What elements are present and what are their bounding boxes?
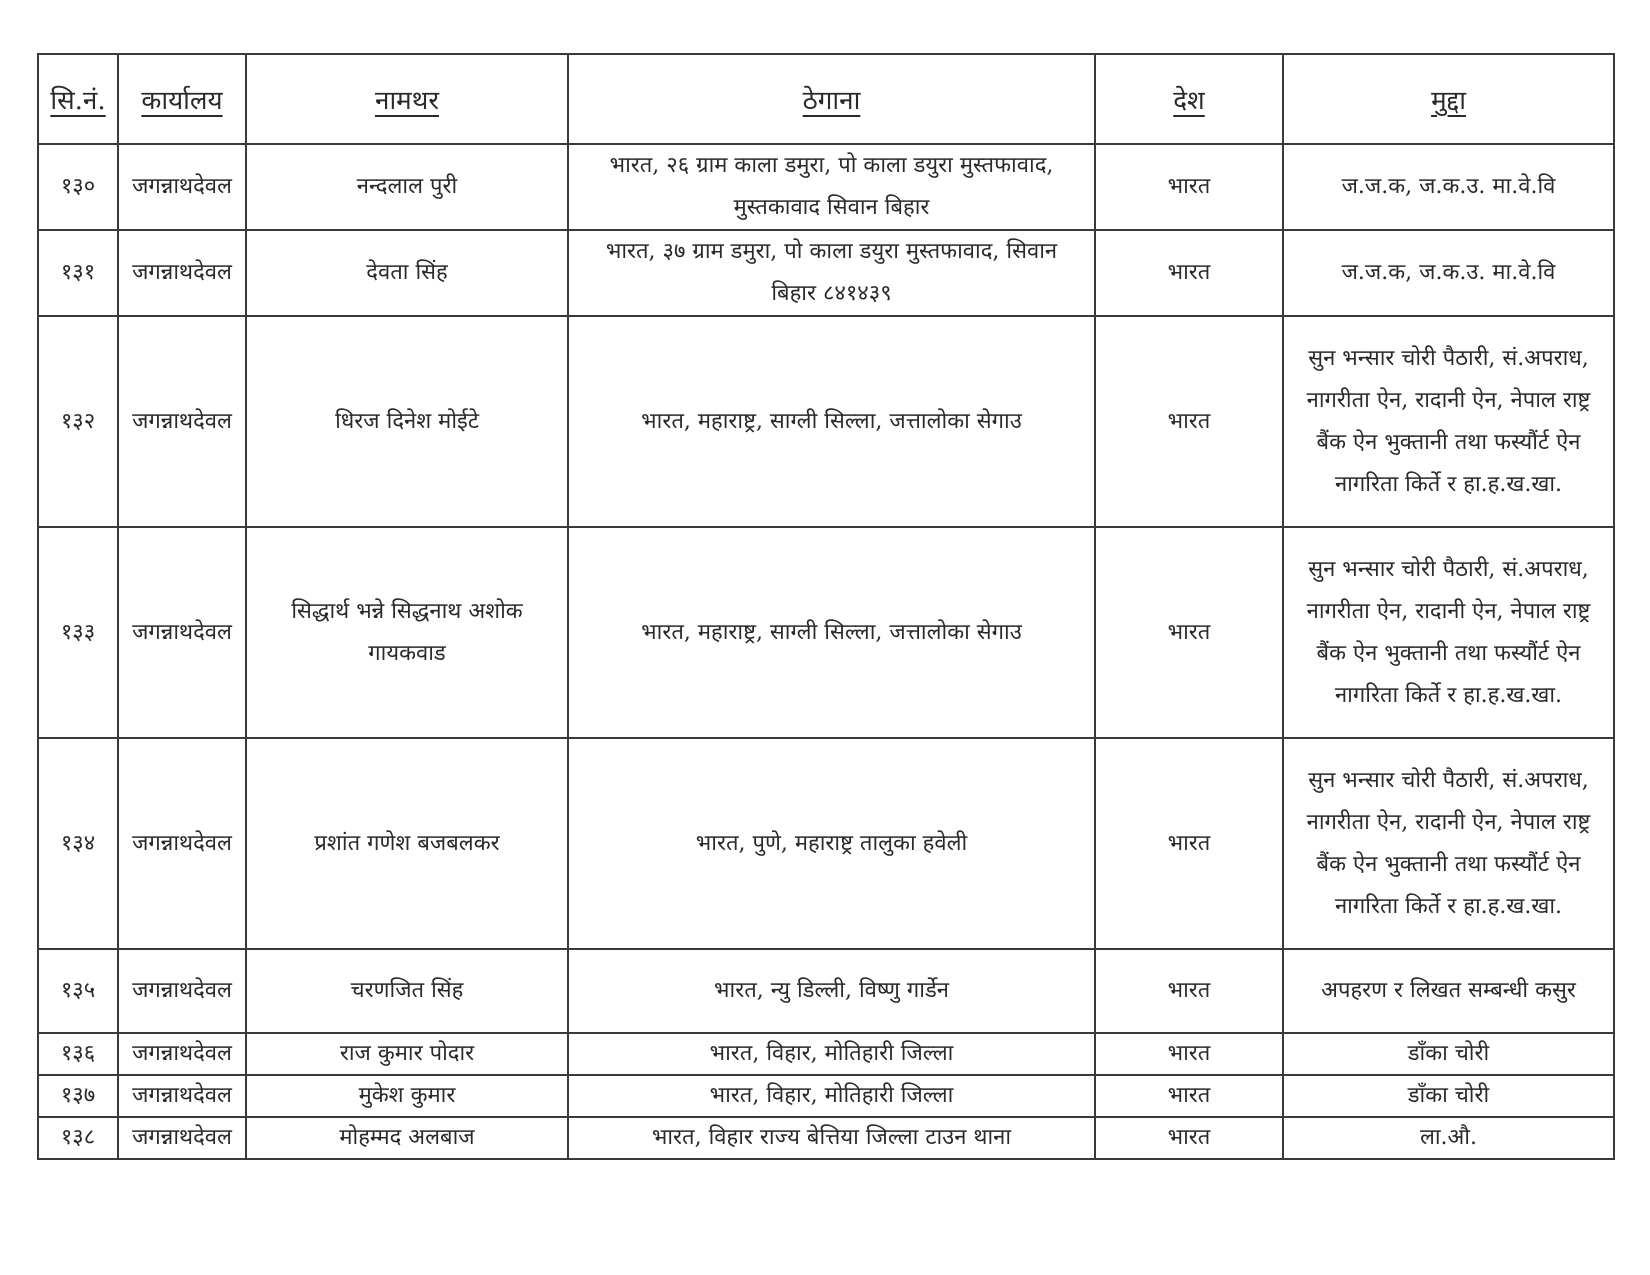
table-row [38, 1075, 1614, 1117]
table-row [38, 230, 1614, 316]
cell-name: धिरज दिनेश मोईटे [246, 316, 568, 527]
table-row [38, 1117, 1614, 1159]
cell-name: मुकेश कुमार [246, 1075, 568, 1117]
cell-case: सुन भन्सार चोरी पैठारी, सं.अपराध, नागरीता ऐन, रादानी ऐन, नेपाल राष्ट्र बैंक ऐन भुक्तानी तथा फस्यौंर्ट ऐन नागरिता किर्ते र हा.ह.ख.खा. [1283, 527, 1614, 738]
cell-country: भारत [1095, 738, 1283, 949]
cell-name: प्रशांत गणेश बजबलकर [246, 738, 568, 949]
cell-address: भारत, पुणे, महाराष्ट्र तालुका हवेली [568, 738, 1095, 949]
cell-serial-number: १३६ [38, 1033, 118, 1075]
cell-serial-number: १३४ [38, 738, 118, 949]
cell-country: भारत [1095, 316, 1283, 527]
cell-serial-number: १३१ [38, 230, 118, 316]
header-serial-number: सि.नं. [38, 54, 118, 144]
cell-name: मोहम्मद अलबाज [246, 1117, 568, 1159]
cell-serial-number: १३७ [38, 1075, 118, 1117]
cell-case: सुन भन्सार चोरी पैठारी, सं.अपराध, नागरीता ऐन, रादानी ऐन, नेपाल राष्ट्र बैंक ऐन भुक्तानी तथा फस्यौंर्ट ऐन नागरिता किर्ते र हा.ह.ख.खा. [1283, 316, 1614, 527]
cell-office: जगन्नाथदेवल [118, 230, 246, 316]
table-row [38, 1033, 1614, 1075]
cell-address: भारत, विहार, मोतिहारी जिल्ला [568, 1033, 1095, 1075]
header-case: मुद्दा [1283, 54, 1614, 144]
header-name: नामथर [246, 54, 568, 144]
cell-country: भारत [1095, 1033, 1283, 1075]
table-body [38, 144, 1614, 1159]
cell-name: नन्दलाल पुरी [246, 144, 568, 230]
table-row [38, 738, 1614, 949]
cell-case: ज.ज.क, ज.क.उ. मा.वे.वि [1283, 144, 1614, 230]
cell-serial-number: १३२ [38, 316, 118, 527]
cell-country: भारत [1095, 230, 1283, 316]
cell-office: जगन्नाथदेवल [118, 527, 246, 738]
cell-country: भारत [1095, 144, 1283, 230]
table-header [38, 54, 1614, 144]
cell-serial-number: १३० [38, 144, 118, 230]
cell-name: राज कुमार पोदार [246, 1033, 568, 1075]
cell-case: डाँका चोरी [1283, 1075, 1614, 1117]
cell-address: भारत, विहार, मोतिहारी जिल्ला [568, 1075, 1095, 1117]
cell-country: भारत [1095, 949, 1283, 1033]
table-row [38, 144, 1614, 230]
cell-office: जगन्नाथदेवल [118, 1075, 246, 1117]
cell-country: भारत [1095, 1117, 1283, 1159]
cell-serial-number: १३३ [38, 527, 118, 738]
table-row [38, 527, 1614, 738]
header-row [38, 54, 1614, 144]
cell-office: जगन्नाथदेवल [118, 1033, 246, 1075]
cell-case: सुन भन्सार चोरी पैठारी, सं.अपराध, नागरीता ऐन, रादानी ऐन, नेपाल राष्ट्र बैंक ऐन भुक्तानी तथा फस्यौंर्ट ऐन नागरिता किर्ते र हा.ह.ख.खा. [1283, 738, 1614, 949]
cell-office: जगन्नाथदेवल [118, 1117, 246, 1159]
cell-name: देवता सिंह [246, 230, 568, 316]
header-address: ठेगाना [568, 54, 1095, 144]
cell-name: सिद्धार्थ भन्ने सिद्धनाथ अशोक गायकवाड [246, 527, 568, 738]
cell-office: जगन्नाथदेवल [118, 738, 246, 949]
table-row [38, 316, 1614, 527]
cell-office: जगन्नाथदेवल [118, 949, 246, 1033]
cell-address: भारत, महाराष्ट्र, साग्ली सिल्ला, जत्तालोका सेगाउ [568, 527, 1095, 738]
header-office: कार्यालय [118, 54, 246, 144]
cell-address: भारत, विहार राज्य बेत्तिया जिल्ला टाउन थाना [568, 1117, 1095, 1159]
cell-serial-number: १३५ [38, 949, 118, 1033]
cell-office: जगन्नाथदेवल [118, 316, 246, 527]
cell-case: अपहरण र लिखत सम्बन्धी कसुर [1283, 949, 1614, 1033]
cell-country: भारत [1095, 527, 1283, 738]
cell-address: भारत, न्यु डिल्ली, विष्णु गार्डेन [568, 949, 1095, 1033]
cell-address: भारत, २६ ग्राम काला डमुरा, पो काला डयुरा मुस्तफावाद, मुस्तकावाद सिवान बिहार [568, 144, 1095, 230]
cell-name: चरणजित सिंह [246, 949, 568, 1033]
header-country: देश [1095, 54, 1283, 144]
cell-address: भारत, ३७ ग्राम डमुरा, पो काला डयुरा मुस्तफावाद, सिवान बिहार ८४१४३९ [568, 230, 1095, 316]
cell-case: डाँका चोरी [1283, 1033, 1614, 1075]
cell-case: ज.ज.क, ज.क.उ. मा.वे.वि [1283, 230, 1614, 316]
records-table [37, 53, 1615, 1160]
cell-address: भारत, महाराष्ट्र, साग्ली सिल्ला, जत्तालोका सेगाउ [568, 316, 1095, 527]
cell-serial-number: १३८ [38, 1117, 118, 1159]
table-row [38, 949, 1614, 1033]
cell-case: ला.औ. [1283, 1117, 1614, 1159]
cell-country: भारत [1095, 1075, 1283, 1117]
cell-office: जगन्नाथदेवल [118, 144, 246, 230]
